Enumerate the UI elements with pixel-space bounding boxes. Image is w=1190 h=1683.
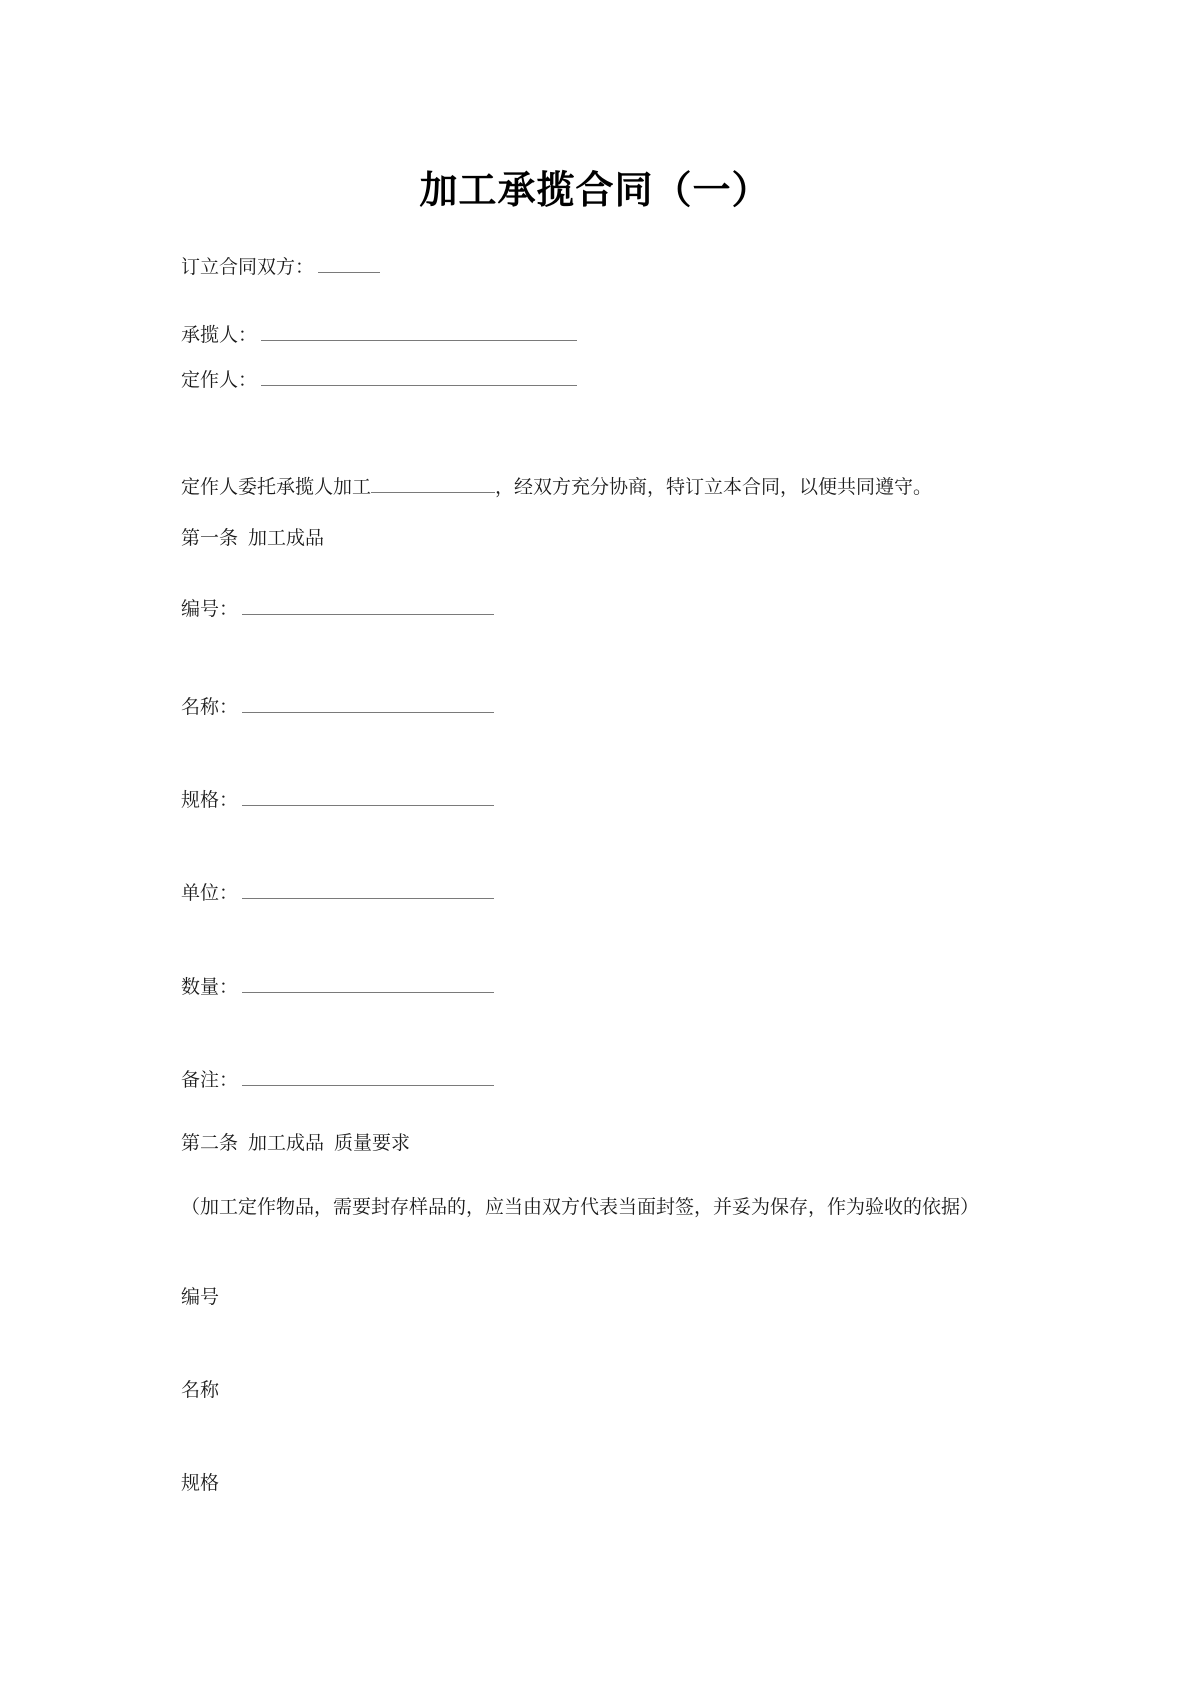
unit-blank[interactable] (242, 880, 494, 899)
article2-field-name: 名称 (181, 1379, 220, 1401)
field-label: 编号： (181, 598, 239, 620)
contractor-line (181, 322, 577, 348)
article2-field-spec: 规格 (181, 1472, 220, 1494)
orderer-blank[interactable] (261, 367, 577, 386)
article1-field-serial (181, 596, 494, 622)
article1-title: 加工成品 (248, 527, 325, 549)
article2-field-serial: 编号 (181, 1286, 220, 1308)
orderer-line (181, 367, 577, 393)
preamble-item-blank[interactable] (371, 474, 495, 493)
article2-subtitle: 质量要求 (334, 1132, 411, 1154)
contractor-blank[interactable] (261, 322, 577, 341)
serial-blank[interactable] (242, 596, 494, 615)
quantity-blank[interactable] (242, 974, 494, 993)
article1-field-remarks (181, 1067, 494, 1093)
parties-intro-line (181, 254, 380, 280)
article1-field-spec (181, 787, 494, 813)
remarks-blank[interactable] (242, 1067, 494, 1086)
preamble-line (181, 474, 932, 500)
field-label: 规格： (181, 789, 239, 811)
article1-field-name (181, 694, 494, 720)
article2-title: 加工成品 (248, 1132, 325, 1154)
contractor-label: 承揽人： (181, 324, 258, 346)
field-label: 名称： (181, 696, 239, 718)
article1-number: 第一条 (181, 527, 239, 549)
article2-heading (181, 1130, 410, 1156)
article1-field-quantity (181, 974, 494, 1000)
spec-blank[interactable] (242, 787, 494, 806)
document-title: 加工承揽合同（一） (419, 167, 771, 212)
parties-blank[interactable] (318, 254, 380, 273)
parties-intro-label: 订立合同双方： (181, 256, 315, 278)
field-label: 单位： (181, 882, 239, 904)
article2-note: （加工定作物品，需要封存样品的，应当由双方代表当面封签，并妥为保存，作为验收的依据） (181, 1196, 980, 1218)
article1-heading (181, 525, 324, 551)
article1-field-unit (181, 880, 494, 906)
preamble-text-after: ，经双方充分协商，特订立本合同，以便共同遵守。 (495, 476, 933, 498)
preamble-text-before: 定作人委托承揽人加工 (181, 476, 372, 498)
article2-number: 第二条 (181, 1132, 239, 1154)
field-label: 数量： (181, 976, 239, 998)
field-label: 备注： (181, 1069, 239, 1091)
orderer-label: 定作人： (181, 369, 258, 391)
name-blank[interactable] (242, 694, 494, 713)
